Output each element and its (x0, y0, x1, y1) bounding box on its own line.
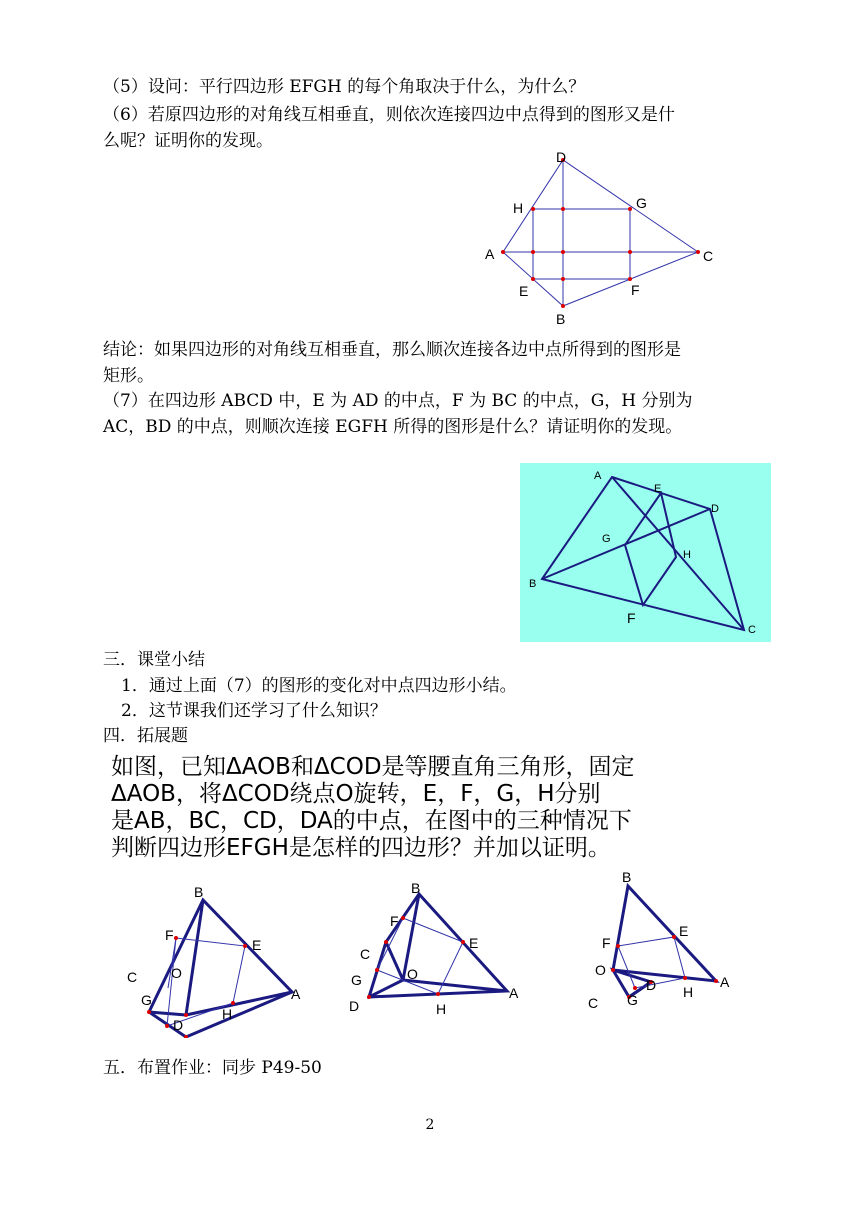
label-h: H (683, 549, 691, 561)
conclusion-line2: 矩形。 (103, 366, 154, 386)
label-b: B (622, 869, 632, 885)
page-number: 2 (425, 1117, 435, 1133)
summary-item-1: 1．通过上面（7）的图形的变化对中点四边形小结。 (121, 676, 517, 696)
label-e: E (252, 937, 262, 953)
label-f: F (602, 935, 611, 951)
question-6-line2: 么呢？证明你的发现。 (103, 131, 273, 151)
label-b: B (529, 578, 537, 590)
label-f: F (165, 927, 174, 943)
label-e: E (519, 283, 529, 299)
section-4-heading: 四．拓展题 (103, 726, 188, 746)
label-e: E (654, 483, 662, 495)
figures-rotation-cases (120, 866, 740, 1038)
label-b: B (194, 884, 204, 900)
label-f: F (627, 610, 636, 626)
label-c: C (748, 624, 756, 636)
label-a: A (291, 986, 301, 1002)
case-3-figure (588, 869, 730, 1011)
label-f: F (631, 282, 640, 298)
question-7-line2: AC，BD 的中点，则顺次连接 EGFH 所得的图形是什么？请证明你的发现。 (103, 417, 683, 437)
label-g: G (602, 533, 611, 545)
label-h: H (683, 984, 694, 1000)
label-d: D (556, 149, 567, 165)
section-5-homework: 五．布置作业：同步 P49-50 (103, 1058, 322, 1078)
label-c: C (127, 969, 138, 985)
label-c: C (588, 995, 599, 1011)
question-6-line1: （6）若原四边形的对角线互相垂直，则依次连接四边中点得到的图形又是什 (103, 105, 675, 125)
label-a: A (594, 470, 602, 482)
label-g: G (627, 992, 638, 1008)
label-h: H (436, 1001, 447, 1017)
conclusion-line1: 结论：如果四边形的对角线互相垂直，那么顺次连接各边中点所得到的图形是 (103, 340, 681, 360)
figure-perpendicular-diagonals (478, 148, 728, 328)
label-f: F (390, 913, 399, 929)
question-7-line1: （7）在四边形 ABCD 中，E 为 AD 的中点，F 为 BC 的中点，G，H 分别为 (103, 391, 693, 411)
label-o: O (171, 965, 182, 981)
question-5: （5）设问：平行四边形 EFGH 的每个角取决于什么，为什么？ (103, 77, 586, 97)
case-1-figure (127, 884, 301, 1038)
label-g: G (351, 972, 362, 988)
label-e: E (469, 935, 479, 951)
problem-line2: ΔAOB，将ΔCOD绕点O旋转，E，F，G，H分别 (111, 781, 601, 807)
summary-item-2: 2．这节课我们还学习了什么知识？ (121, 701, 387, 721)
label-o: O (407, 966, 418, 982)
figure-egfh (520, 463, 771, 642)
label-b: B (411, 880, 421, 896)
extension-problem (103, 754, 674, 864)
label-d: D (711, 503, 719, 515)
label-c: C (703, 248, 714, 264)
label-g: G (636, 195, 647, 211)
label-a: A (509, 985, 519, 1001)
label-a: A (485, 246, 495, 262)
label-d: D (646, 977, 657, 993)
problem-line4: 判断四边形EFGH是怎样的四边形？并加以证明。 (111, 835, 611, 861)
label-e: E (679, 923, 689, 939)
label-h: H (513, 200, 524, 216)
label-a: A (720, 974, 730, 990)
case-2-figure (349, 880, 519, 1017)
label-b: B (556, 311, 566, 327)
label-g: G (141, 992, 152, 1008)
section-3-heading: 三．课堂小结 (103, 650, 205, 670)
problem-line1: 如图，已知ΔAOB和ΔCOD是等腰直角三角形，固定 (111, 754, 635, 780)
label-d: D (173, 1017, 184, 1033)
label-d: D (349, 998, 360, 1014)
label-c: C (360, 946, 371, 962)
label-o: O (595, 962, 606, 978)
problem-line3: 是AB，BC，CD，DA的中点，在图中的三种情况下 (111, 808, 632, 834)
label-h: H (222, 1006, 233, 1022)
